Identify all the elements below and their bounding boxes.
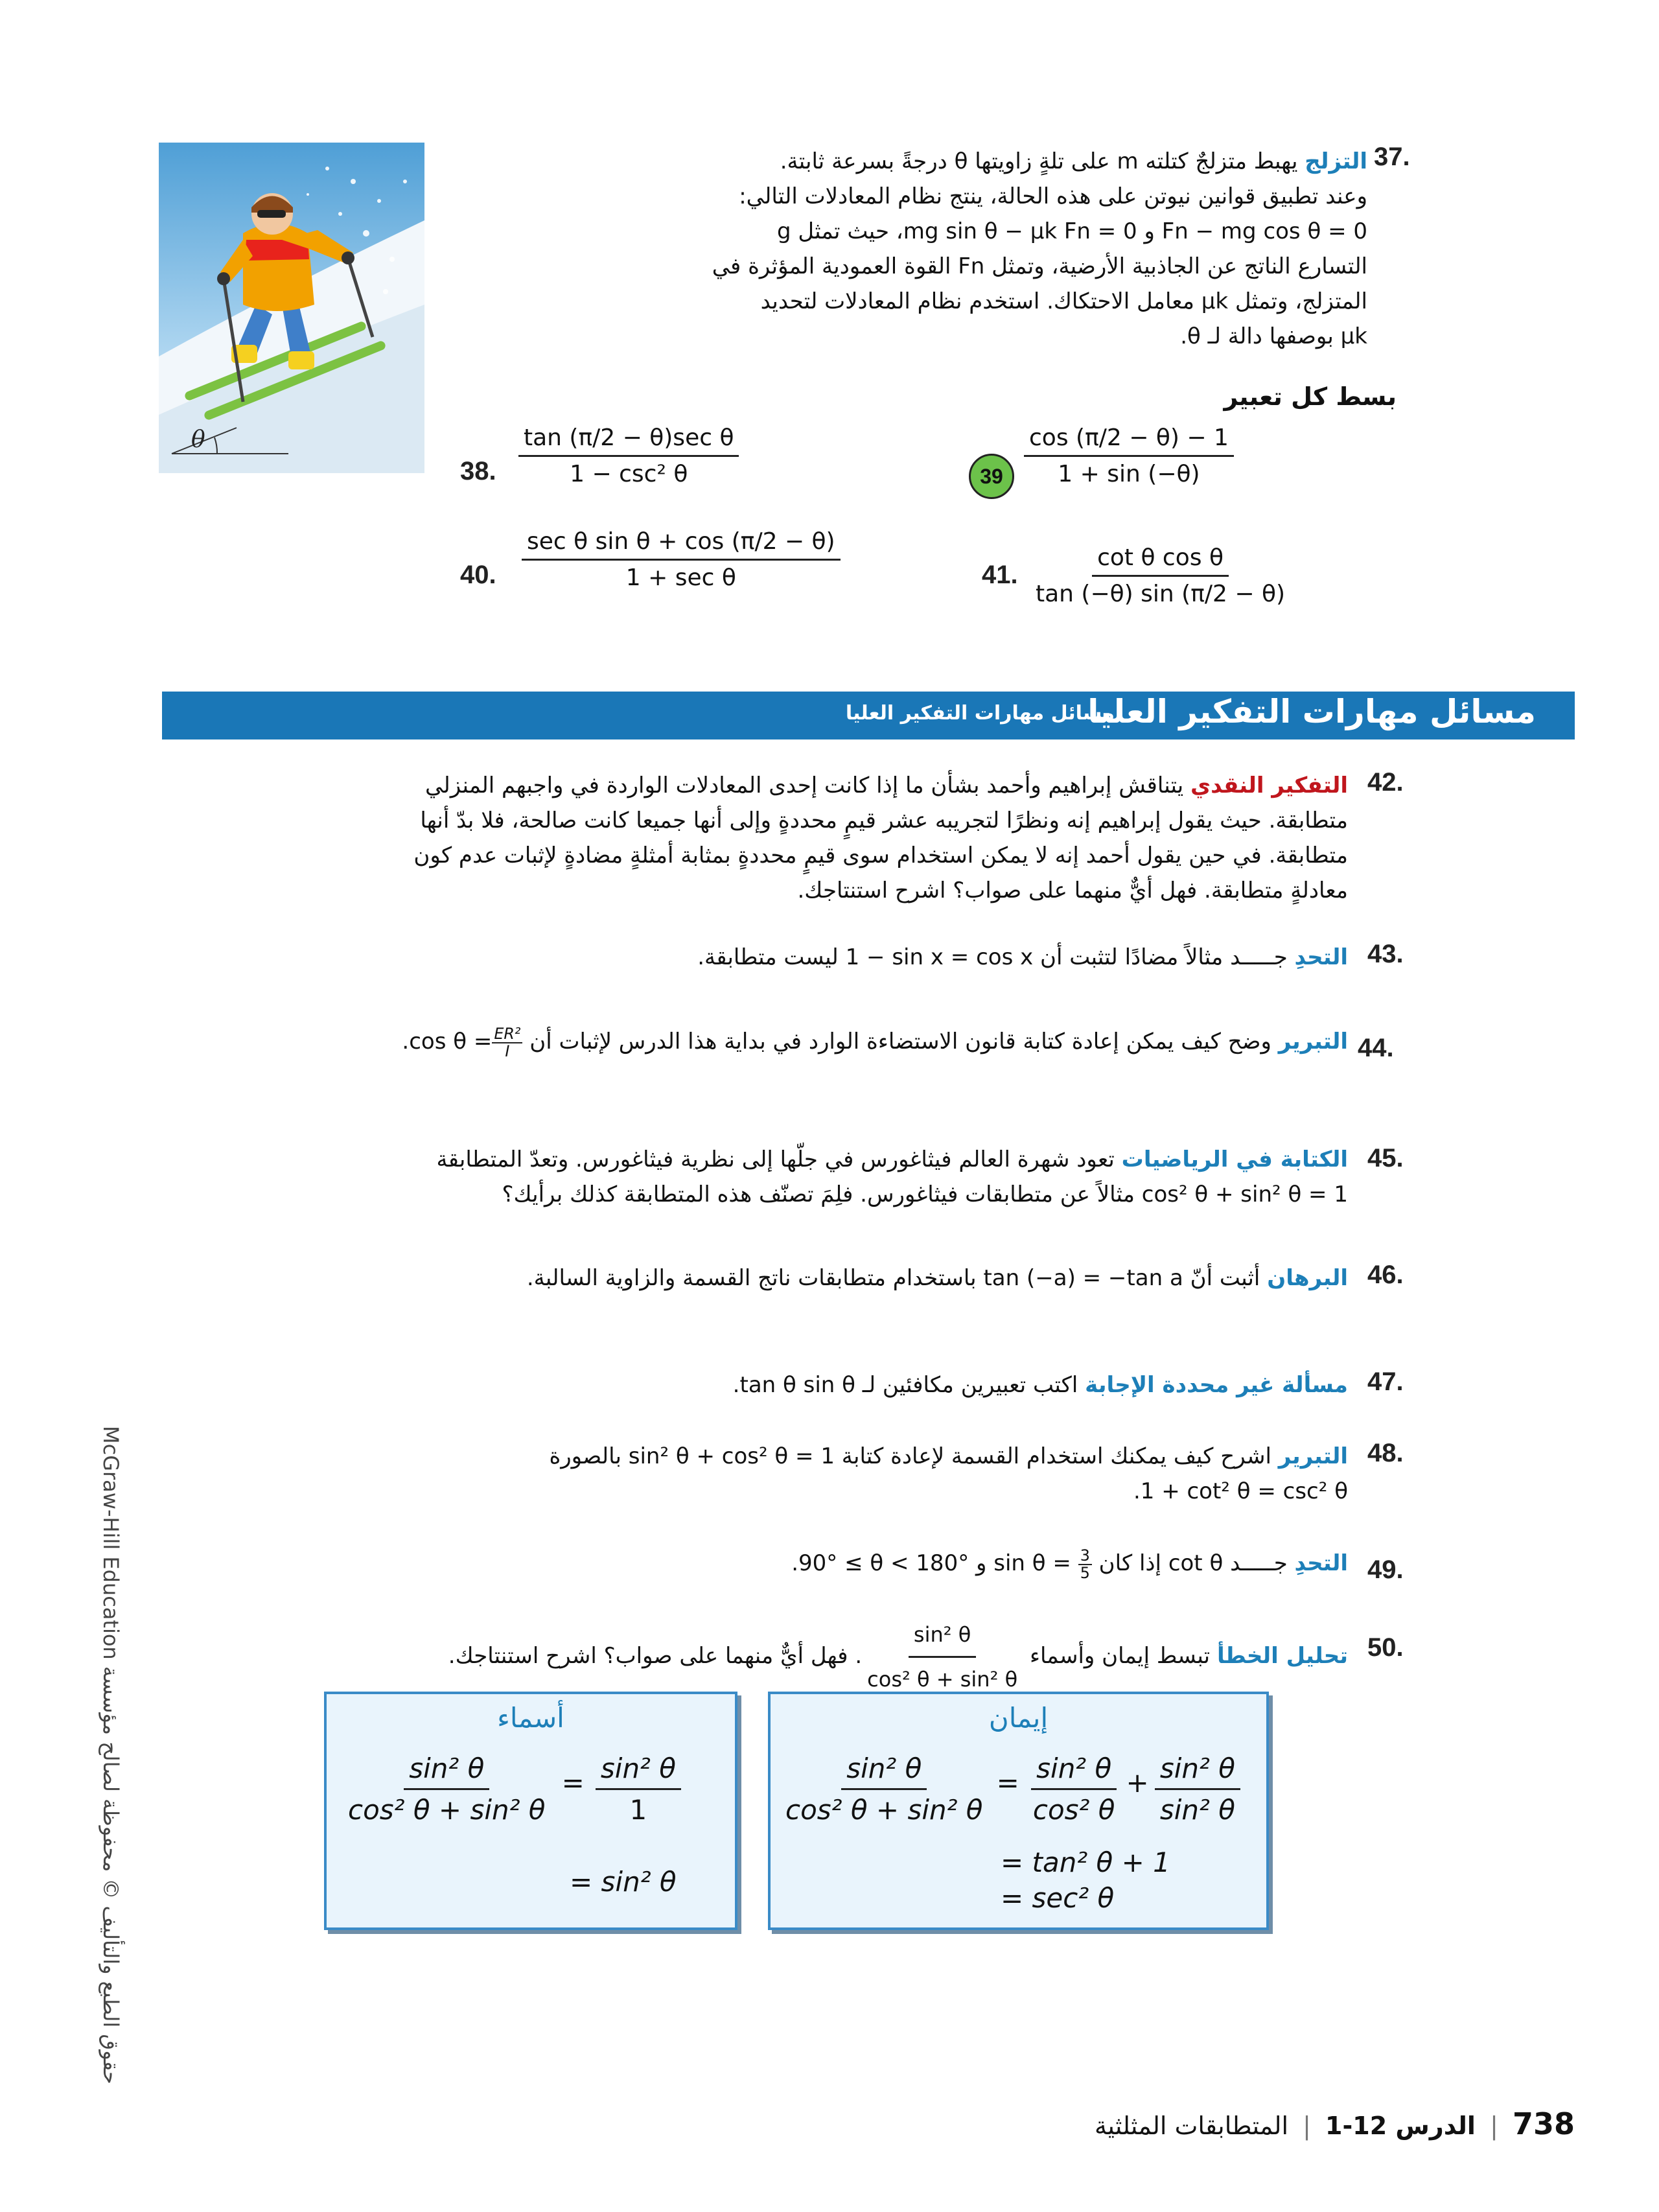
iman-work: $\frac{\text{sin² θ}}{\text{cos² θ + sin² θ}}$ = $\frac{\text{sin² θ}}{\text{cos² θ}}$ + $\frac{\text{sin² θ}}{\text{sin² θ}}$	[780, 1752, 1240, 1826]
q38-number: 38.	[460, 457, 496, 485]
q45-tag: الكتابة في الرياضيات	[1121, 1147, 1348, 1172]
q38-denominator: 1 − csc² θ	[570, 461, 688, 487]
iman-line2: = tan² θ + 1	[1001, 1846, 1170, 1878]
q39-expression	[1024, 425, 1234, 487]
q42-number: 42.	[1367, 768, 1404, 797]
footer-title: المتطابقات المثلثية	[1095, 2112, 1289, 2140]
skier-illustration	[159, 143, 424, 473]
q42-line4: معادلةٍ متطابقة. فهل أيٌّ منهما على صواب؟ اشرح استنتاجك.	[797, 878, 1348, 903]
q38-expression	[518, 425, 739, 487]
q37-line1: التزلج يهبط متزلجٌ كتلته m على تلةٍ زاويتها θ درجةً بسرعة ثابتة.	[780, 148, 1367, 174]
q47-text: مسألة غير محددة الإجابة اكتب تعبيرين مكافئين لـ tan θ sin θ.	[732, 1372, 1348, 1398]
q49-number: 49.	[1367, 1555, 1404, 1584]
q39-numerator: cos (π/2 − θ) − 1	[1024, 425, 1234, 457]
q44-text: التبرير وضح كيف يمكن إعادة كتابة قانون الاستضاءة الوارد في بداية هذا الدرس لإثبات أن cos θ = $\frac{\text{ER²}}{I}$ .	[402, 1024, 1348, 1060]
q42-text	[279, 768, 1348, 908]
asmaa-line2: = sin² θ	[570, 1866, 677, 1898]
image-theta-label: θ	[191, 426, 205, 453]
q48-line1: التبرير اشرح كيف يمكنك استخدام القسمة لإعادة كتابة sin² θ + cos² θ = 1 بالصورة	[549, 1443, 1348, 1469]
q46-text: البرهان أثبت أنّ tan (−a) = −tan a باستخدام متطابقات ناتج القسمة والزاوية السالبة.	[526, 1265, 1348, 1291]
q42-tag: التفكير النقدي	[1190, 773, 1348, 798]
q37-line5: المتزلج، وتمثل μk معامل الاحتكاك. استخدم نظام المعادلات لتحديد	[760, 288, 1367, 314]
q41-numerator: cot θ cos θ	[1092, 544, 1229, 577]
q45-line2: cos² θ + sin² θ = 1 مثالاً عن متطابقات فيثاغورس. فلِمَ تصنّف هذه المتطابقة كذلك برأيك؟	[502, 1182, 1348, 1207]
q37-number: 37.	[1374, 143, 1410, 171]
simplify-heading: بسط كل تعبير	[1224, 382, 1397, 411]
q47-number: 47.	[1367, 1368, 1404, 1396]
q40-expression	[522, 528, 841, 591]
q47-tag: مسألة غير محددة الإجابة	[1085, 1372, 1348, 1398]
q50-tag: تحليل الخطأ	[1216, 1643, 1348, 1669]
q50-number: 50.	[1367, 1633, 1404, 1662]
q38-numerator: tan (π/2 − θ)sec θ	[518, 425, 739, 457]
q49-tag: التحدِ	[1294, 1550, 1348, 1576]
q37-line3: Fn − mg cos θ = 0 و mg sin θ − μk Fn = 0، حيث تمثل g	[776, 218, 1367, 244]
q37-line6: μk بوصفها دالة لـ θ.	[1180, 323, 1367, 349]
q45-text	[279, 1142, 1348, 1212]
page-number: 738	[1512, 2106, 1575, 2141]
q41-number: 41.	[982, 561, 1018, 589]
iman-line3: = sec² θ	[1001, 1882, 1115, 1914]
q48-line2: 1 + cot² θ = csc² θ.	[1133, 1478, 1348, 1504]
q42-line3: متطابقة. في حين يقول أحمد إنه لا يمكن استخدام سوى قيمٍ محددةٍ بمثابة أمثلةٍ مضادةٍ لإثبات عدم كون	[413, 843, 1348, 868]
iman-answer-box	[768, 1692, 1269, 1930]
iman-title: إيمان	[988, 1702, 1049, 1734]
q40-number: 40.	[460, 561, 496, 589]
q44-number: 44.	[1358, 1034, 1394, 1062]
q44-tag: التبرير	[1278, 1029, 1348, 1054]
q39-denominator: 1 + sin (−θ)	[1058, 461, 1200, 487]
q43-tag: التحدِ	[1294, 944, 1348, 970]
q46-number: 46.	[1367, 1261, 1404, 1289]
q40-denominator: 1 + sec θ	[625, 565, 736, 591]
q43-text: التحدِ جـــــد مثالاً مضادًا لتثبت أن 1 − sin x = cos x ليست متطابقة.	[697, 944, 1348, 970]
q46-tag: البرهان	[1267, 1265, 1348, 1291]
asmaa-answer-box	[324, 1692, 737, 1930]
q37-line4: التسارع الناتج عن الجاذبية الأرضية، وتمثل Fn القوة العمودية المؤثرة في	[712, 253, 1367, 279]
hots-header-bar	[162, 692, 1575, 739]
q48-number: 48.	[1367, 1439, 1404, 1467]
hots-title: مسائل مهارات التفكير العليا	[1087, 693, 1536, 730]
page-footer: 738 | الدرس 12-1 | المتطابقات المثلثية	[1095, 2106, 1575, 2141]
q42-line1: التفكير النقدي يتناقش إبراهيم وأحمد بشأن ما إذا كانت إحدى المعادلات الواردة في واجبهم المنزلي	[425, 773, 1348, 798]
footer-lesson: الدرس 12-1	[1325, 2112, 1476, 2140]
asmaa-work: $\frac{\text{sin² θ}}{\text{cos² θ + sin² θ}}$ = $\frac{\text{sin² θ}}{1}$	[343, 1752, 681, 1826]
copyright-side-text: McGraw-Hill Education حقوق الطبع والتأليف © محفوظة لصالح مؤسسة	[99, 1426, 123, 2084]
q40-numerator: sec θ sin θ + cos (π/2 − θ)	[522, 528, 841, 561]
asmaa-title: أسماء	[497, 1702, 564, 1734]
q48-text	[279, 1439, 1348, 1509]
q45-line1: الكتابة في الرياضيات تعود شهرة العالم فيثاغورس في جلّها إلى نظرية فيثاغورس. وتعدّ المتطابقة	[436, 1147, 1348, 1172]
q45-number: 45.	[1367, 1144, 1404, 1172]
q41-expression	[1030, 544, 1290, 607]
hots-subtitle: مسائل مهارات التفكير العليا	[845, 702, 1115, 725]
q50-text: تحليل الخطأ تبسط إيمان وأسماء $\frac{\text{sin² θ}}{\text{cos² θ + sin² θ}}$ . فهل أيٌّ منهما على صواب؟ اشرح استنتاجك.	[117, 1617, 1348, 1697]
q48-tag: التبرير	[1278, 1443, 1348, 1469]
q49-text: التحدِ جـــــد cot θ إذا كان sin θ = $\frac{3}{5}$ و 90° ≤ θ < 180°.	[791, 1546, 1348, 1582]
q37-line2: وعند تطبيق قوانين نيوتن على هذه الحالة، ينتج نظام المعادلات التالي:	[739, 183, 1367, 209]
q37-tag: التزلج	[1305, 148, 1367, 174]
q37-text	[622, 144, 1367, 354]
q42-line2: متطابقة. حيث يقول إبراهيم إنه ونظرًا لتجريبه عشر قيمٍ محددةٍ وإلى أنها جميعا كانت صالحة، فلا بدّ أنها	[420, 808, 1348, 833]
q41-denominator: tan (−θ) sin (π/2 − θ)	[1036, 581, 1286, 607]
q39-number-badge: 39	[969, 454, 1014, 499]
q43-number: 43.	[1367, 940, 1404, 968]
